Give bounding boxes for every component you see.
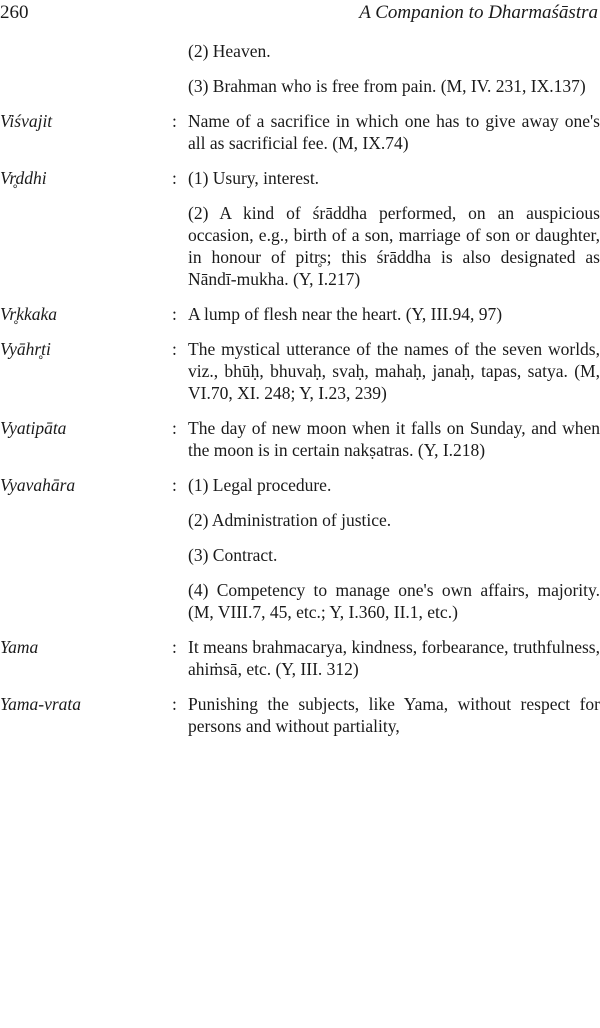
entry-colon: : bbox=[172, 304, 177, 324]
entry-definition: (1) Usury, interest. bbox=[188, 168, 320, 188]
page-header bbox=[0, 0, 600, 32]
glossary-entry bbox=[0, 167, 600, 290]
entry-definitions bbox=[188, 110, 600, 154]
running-title: A Companion to Dharmaśāstra bbox=[359, 2, 598, 23]
entry-term: Viśvajit bbox=[0, 111, 53, 131]
glossary-entry bbox=[0, 110, 600, 154]
entry-definition: (1) Legal procedure. bbox=[188, 475, 332, 495]
entry-definitions bbox=[188, 303, 600, 325]
entry-definition: The day of new moon when it falls on Sunday, and when the moon is in certain nakṣatras. (Y, I.218) bbox=[188, 418, 600, 460]
entry-colon: : bbox=[172, 339, 177, 359]
entry-definition: (2) Heaven. bbox=[188, 41, 271, 61]
entry-colon: : bbox=[172, 418, 177, 438]
glossary-entry bbox=[0, 636, 600, 680]
entry-definition: Punishing the subjects, like Yama, without respect for persons and without partiality, bbox=[188, 694, 600, 736]
glossary-entry bbox=[0, 417, 600, 461]
entry-definition: (4) Competency to manage one's own affairs, majority. (M, VIII.7, 45, etc.; Y, I.360, II.1, etc.) bbox=[188, 580, 600, 622]
entry-term: Vyāhr̥ti bbox=[0, 339, 51, 359]
entry-term: Yama-vrata bbox=[0, 694, 82, 714]
entry-definition: The mystical utterance of the names of the seven worlds, viz., bhūḥ, bhuvaḥ, svaḥ, mahaḥ, janaḥ, tapas, satya. (M, VI.70, XI. 248; Y, I.23, 239) bbox=[188, 339, 600, 403]
glossary-entry bbox=[0, 338, 600, 404]
entry-definitions bbox=[188, 474, 600, 623]
entry-definitions bbox=[188, 693, 600, 737]
entry-definition: (3) Contract. bbox=[188, 545, 278, 565]
glossary-entries bbox=[0, 40, 600, 737]
entry-term: Vyatipāta bbox=[0, 418, 67, 438]
glossary-entry bbox=[0, 303, 600, 325]
glossary-entry bbox=[0, 693, 600, 737]
entry-definition: (2) A kind of śrāddha performed, on an auspicious occasion, e.g., birth of a son, marriage of son or daughter, in honour of pitr̥s; this śrāddha is also designated as Nāndī-mukha. (Y, I.217) bbox=[188, 203, 600, 289]
entry-definitions bbox=[188, 636, 600, 680]
entry-term: Vr̥ddhi bbox=[0, 168, 47, 188]
entry-definition: (2) Administration of justice. bbox=[188, 510, 392, 530]
page-number: 260 bbox=[0, 2, 29, 23]
entry-definitions bbox=[188, 40, 600, 97]
entry-definitions bbox=[188, 167, 600, 290]
entry-definition: It means brahmacarya, kindness, forbearance, truthfulness, ahiṁsā, etc. (Y, III. 312) bbox=[188, 637, 600, 679]
entry-term: Vyavahāra bbox=[0, 475, 76, 495]
entry-definitions bbox=[188, 338, 600, 404]
entry-definition: A lump of flesh near the heart. (Y, III.94, 97) bbox=[188, 304, 503, 324]
entry-definition: (3) Brahman who is free from pain. (M, IV. 231, IX.137) bbox=[188, 76, 586, 96]
entry-colon: : bbox=[172, 475, 177, 495]
entry-colon: : bbox=[172, 694, 177, 714]
entry-definition: Name of a sacrifice in which one has to give away one's all as sacrificial fee. (M, IX.74) bbox=[188, 111, 600, 153]
entry-term: Vr̥kkaka bbox=[0, 304, 58, 324]
entry-colon: : bbox=[172, 111, 177, 131]
glossary-entry bbox=[0, 40, 600, 97]
glossary-entry bbox=[0, 474, 600, 623]
entry-term: Yama bbox=[0, 637, 39, 657]
entry-definitions bbox=[188, 417, 600, 461]
entry-colon: : bbox=[172, 637, 177, 657]
entry-colon: : bbox=[172, 168, 177, 188]
